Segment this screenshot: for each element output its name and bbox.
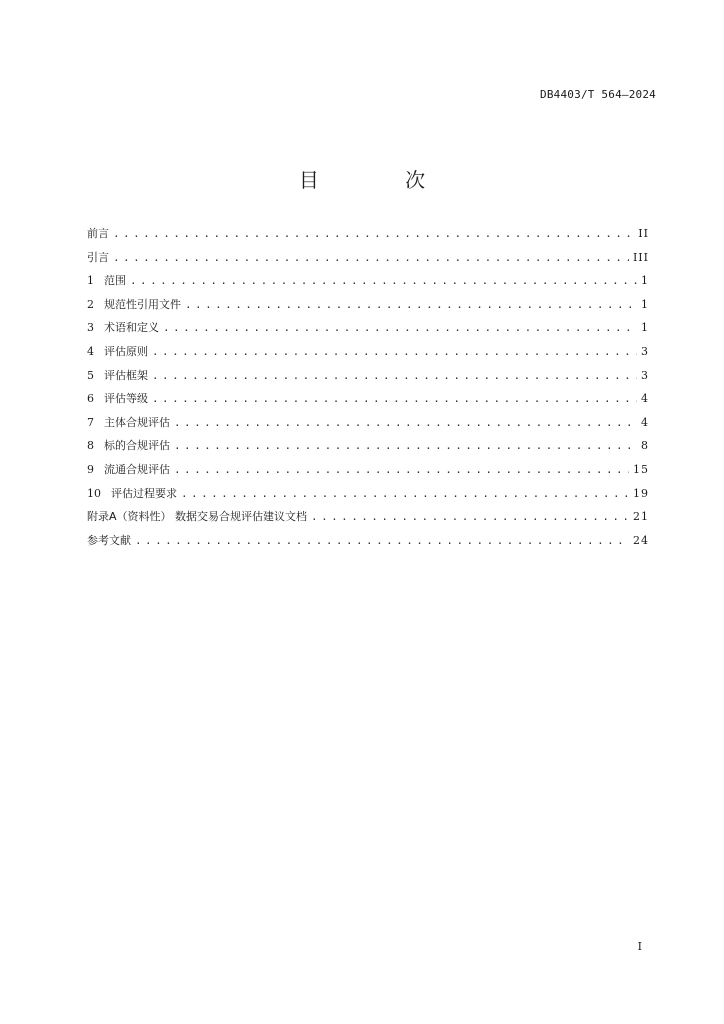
toc-leader-dots — [152, 391, 637, 407]
toc-entry-page: 4 — [641, 415, 649, 429]
toc-entry-number: 1 — [87, 274, 94, 288]
toc-entry-number: 10 — [87, 486, 101, 500]
toc-leader-dots — [152, 344, 637, 360]
toc-leader-dots — [130, 273, 637, 289]
toc-leader-dots — [311, 509, 629, 525]
toc-leader-dots — [185, 297, 637, 313]
toc-leader-dots — [135, 533, 629, 549]
toc-entry-number: 9 — [87, 462, 94, 476]
toc-entry-text: 标的合规评估 — [104, 439, 170, 453]
toc-entry-text: 流通合规评估 — [104, 462, 170, 476]
toc-entry-text: 附录A（资料性） 数据交易合规评估建议文档 — [87, 510, 308, 524]
toc-entry-number: 6 — [87, 392, 94, 406]
toc-entry-2[interactable] — [87, 297, 649, 321]
toc-entry-text: 规范性引用文件 — [104, 297, 181, 311]
page-number: I — [637, 940, 642, 953]
toc-entry-text: 评估等级 — [104, 392, 148, 406]
toc-entry-4[interactable] — [87, 344, 649, 368]
toc-entry-text: 引言 — [87, 250, 109, 264]
toc-entry-number: 5 — [87, 368, 94, 382]
toc-entry-foreword[interactable] — [87, 226, 649, 250]
toc-entry-page: 21 — [633, 510, 649, 524]
toc-entry-introduction[interactable] — [87, 250, 649, 274]
toc-entry-page: III — [632, 250, 649, 264]
toc-entry-9[interactable] — [87, 462, 649, 486]
document-code: DB4403/T 564—2024 — [540, 88, 656, 101]
toc-entry-text: 前言 — [87, 227, 109, 240]
toc-leader-dots — [174, 438, 637, 454]
toc-leader-dots — [174, 415, 637, 431]
toc-entry-page: 8 — [641, 439, 649, 453]
toc-entry-number: 7 — [87, 415, 94, 429]
toc-entry-page: 15 — [633, 462, 649, 476]
toc-entry-page: 1 — [641, 274, 649, 288]
toc-entry-number: 3 — [87, 321, 94, 335]
toc-entry-7[interactable] — [87, 415, 649, 439]
toc-entry-3[interactable] — [87, 320, 649, 344]
toc-entry-page: II — [638, 227, 649, 240]
toc-leader-dots — [181, 486, 629, 502]
toc-leader-dots — [113, 226, 634, 242]
toc-entry-page: 3 — [641, 344, 649, 358]
toc-entry-6[interactable] — [87, 391, 649, 415]
toc-entry-appendix-a[interactable] — [87, 509, 649, 533]
toc-entry-text: 参考文献 — [87, 533, 131, 547]
toc-entry-text: 评估框架 — [104, 368, 148, 382]
toc-leader-dots — [152, 368, 637, 384]
table-of-contents — [87, 226, 649, 556]
toc-entry-page: 4 — [641, 392, 649, 406]
page-title: 目 次 — [298, 168, 466, 192]
toc-entry-text: 主体合规评估 — [104, 415, 170, 429]
toc-leader-dots — [113, 250, 629, 266]
toc-entry-page: 1 — [641, 321, 649, 335]
toc-entry-text: 评估原则 — [104, 344, 148, 358]
toc-entry-10[interactable] — [87, 486, 649, 510]
toc-leader-dots — [174, 462, 629, 478]
toc-entry-text: 范围 — [104, 274, 126, 288]
toc-entry-number: 8 — [87, 439, 94, 453]
toc-entry-8[interactable] — [87, 438, 649, 462]
toc-entry-page: 24 — [633, 533, 649, 547]
toc-entry-bibliography[interactable] — [87, 533, 649, 557]
toc-entry-number: 4 — [87, 344, 94, 358]
toc-leader-dots — [163, 320, 637, 336]
toc-entry-5[interactable] — [87, 368, 649, 392]
toc-entry-text: 评估过程要求 — [111, 486, 177, 500]
toc-entry-page: 3 — [641, 368, 649, 382]
toc-entry-1[interactable] — [87, 273, 649, 297]
toc-entry-number: 2 — [87, 297, 94, 311]
toc-entry-page: 19 — [633, 486, 649, 500]
toc-entry-page: 1 — [641, 297, 649, 311]
toc-entry-text: 术语和定义 — [104, 321, 159, 335]
